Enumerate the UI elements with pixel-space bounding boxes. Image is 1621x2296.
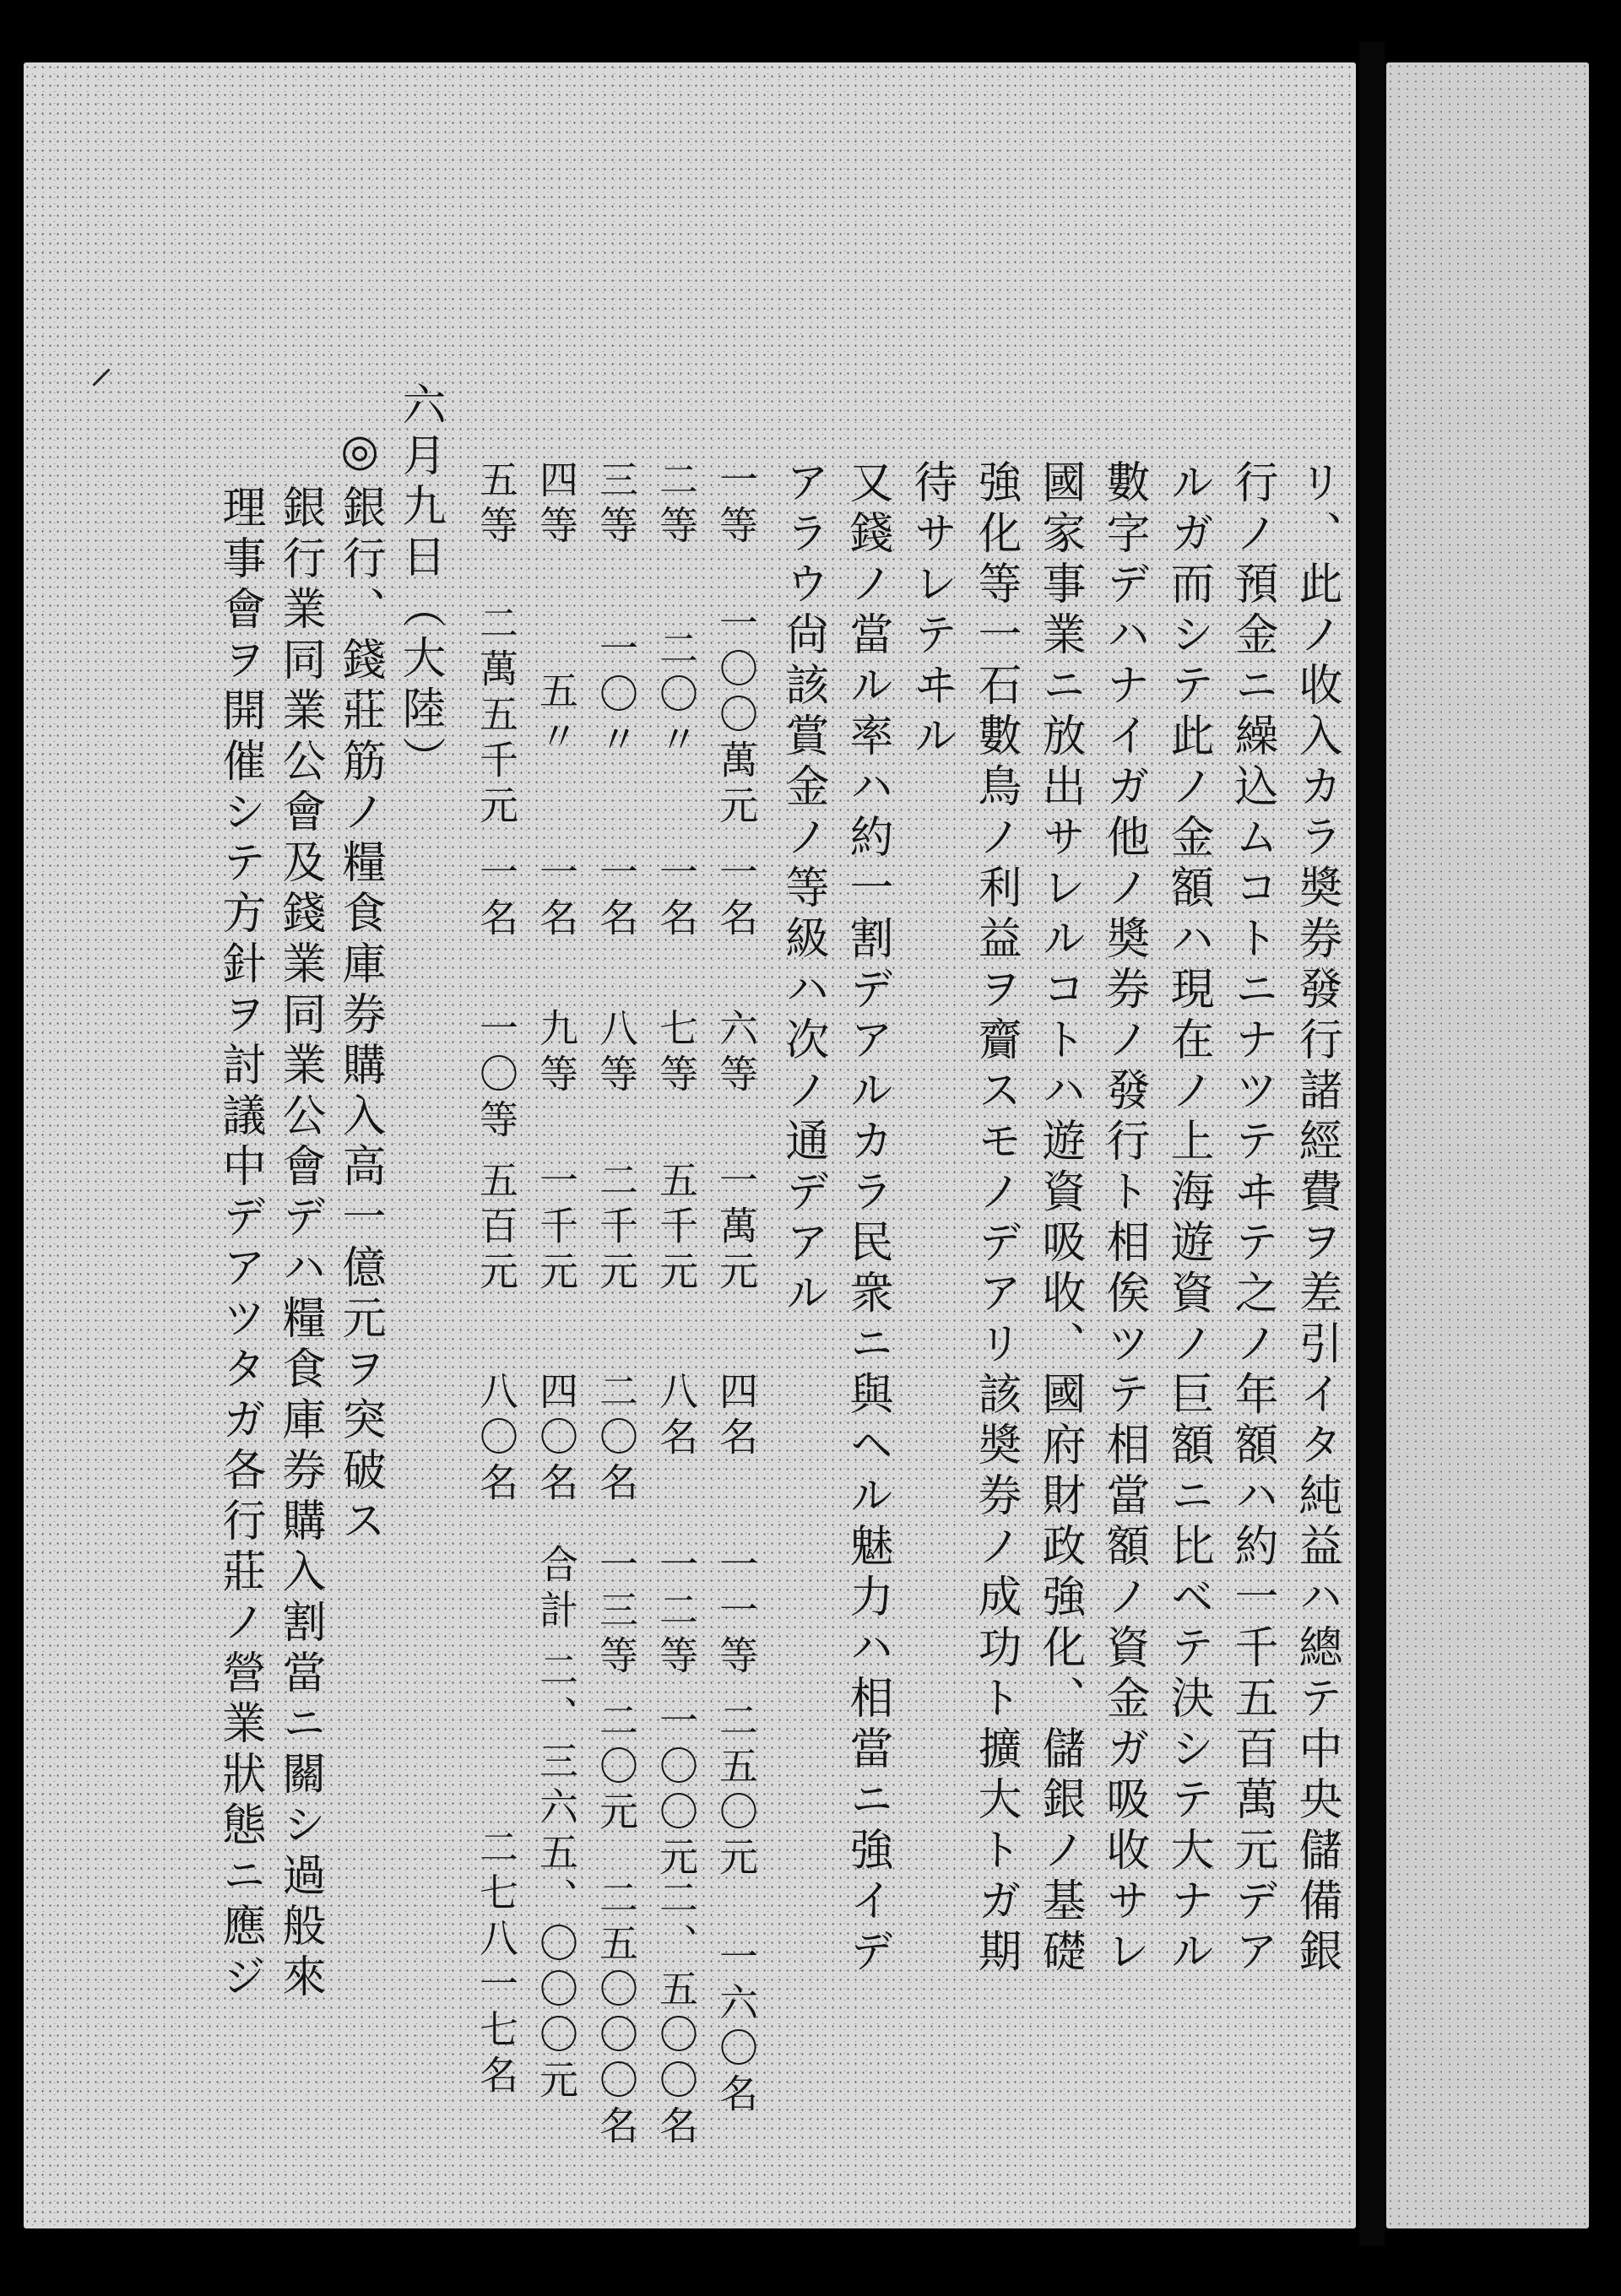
prize-amount: 五〃 (534, 670, 579, 761)
document-page (24, 62, 1356, 2228)
body-line-5: 國家事業ニ放出サレルコトハ遊資吸收、國府財政強化、儲銀ノ基礎 (1034, 459, 1085, 1979)
body-line-4: 數字デハナイガ他ノ奬券ノ發行ト相俟ツテ相當額ノ資金ガ吸收サレ (1098, 459, 1149, 1979)
prize-count: 一名 (474, 852, 519, 943)
body-line-8: 又錢ノ當ル率ハ約一割デアルカラ民衆ニ與ヘル魅力ハ相當ニ強イデ (842, 459, 892, 1979)
prize-grade: 一〇等 (474, 1008, 519, 1145)
prize-count: 八名 (653, 1371, 699, 1462)
prize-grade: 九等 (534, 1008, 579, 1099)
body-line-2: 行ノ預金ニ繰込ムコトニナツテヰテ之ノ年額ハ約一千五百萬元デア (1227, 459, 1277, 1979)
prize-count: 四〇名 (534, 1371, 579, 1508)
prize-amount: 二〇〃 (653, 628, 699, 765)
prize-count: 一名 (594, 852, 639, 943)
ink-mark: ⸝ (89, 339, 113, 394)
prize-amount: 一〇〇萬元 (713, 603, 759, 831)
prize-amount: 五千元 (653, 1160, 699, 1297)
prize-amount: 二千元 (594, 1160, 639, 1297)
article-headline: 銀行、錢莊筋ノ糧食庫券購入高一億元ヲ突破ス (334, 485, 385, 1548)
prize-grade: 一等 (713, 459, 759, 550)
prize-grade: 三等 (594, 459, 639, 550)
prize-count: 一名 (534, 852, 579, 943)
prize-count: 二、五〇〇名 (653, 1877, 699, 2151)
prize-grade: 四等 (534, 459, 579, 550)
prize-amount: 二〇元 (594, 1700, 639, 1837)
body-line-1: リ、此ノ收入カラ奬券發行諸經費ヲ差引イタ純益ハ總テ中央儲備銀 (1291, 459, 1342, 1979)
prize-count: 八〇名 (474, 1371, 519, 1508)
prize-grade: 五等 (474, 459, 519, 550)
body-line-6: 強化等一石數鳥ノ利益ヲ齎スモノデアリ該奬券ノ成功ト擴大トガ期 (970, 459, 1021, 1979)
prize-amount: 一萬元 (713, 1160, 759, 1297)
prize-count: 四名 (713, 1371, 759, 1462)
body-line-9: アラウ尙該賞金ノ等級ハ次ノ通デアル (778, 459, 828, 1320)
article-marker: ◎ (334, 425, 385, 483)
prize-grade: 一一等 (713, 1544, 759, 1681)
prize-count: 二〇名 (594, 1371, 639, 1508)
prize-amount: 一千元 (534, 1160, 579, 1297)
book-gutter (1359, 42, 1385, 2245)
total-count: 二七八一七名 (474, 1827, 519, 2100)
prize-amount: 二五〇元 (713, 1700, 759, 1882)
prize-amount: 二萬五千元 (474, 603, 519, 831)
total-label: 合計 (534, 1544, 579, 1635)
total-amount: 二、三六五、〇〇〇元 (534, 1649, 579, 2105)
body-line-3: ルガ而シテ此ノ金額ハ現在ノ上海遊資ノ巨額ニ比ベテ決シテ大ナル (1163, 459, 1213, 1979)
article-line-1: 銀行業同業公會及錢業同業公會デハ糧食庫券購入割當ニ關シ過般來 (274, 485, 325, 2004)
prize-amount: 五百元 (474, 1160, 519, 1297)
prize-grade: 一二等 (653, 1544, 699, 1681)
prize-amount: 一〇〇元 (653, 1700, 699, 1882)
prize-count: 一名 (713, 852, 759, 943)
prize-grade: 七等 (653, 1008, 699, 1099)
prize-count: 一六〇名 (713, 1936, 759, 2119)
prize-grade: 一三等 (594, 1544, 639, 1681)
date-heading: 六月九日（大陸） (394, 382, 445, 787)
prize-grade: 六等 (713, 1008, 759, 1099)
adjacent-page-edge (1386, 62, 1589, 2228)
prize-grade: 八等 (594, 1008, 639, 1099)
article-line-2: 理事會ヲ開催シテ方針ヲ討議中デアツタガ各行莊ノ營業狀態ニ應ジ (214, 485, 265, 2004)
body-line-7: 待サレテヰル (906, 459, 957, 763)
prize-count: 一名 (653, 852, 699, 943)
prize-amount: 一〇〃 (594, 628, 639, 765)
prize-grade: 二等 (653, 459, 699, 550)
prize-count: 二五〇〇〇名 (594, 1877, 639, 2151)
